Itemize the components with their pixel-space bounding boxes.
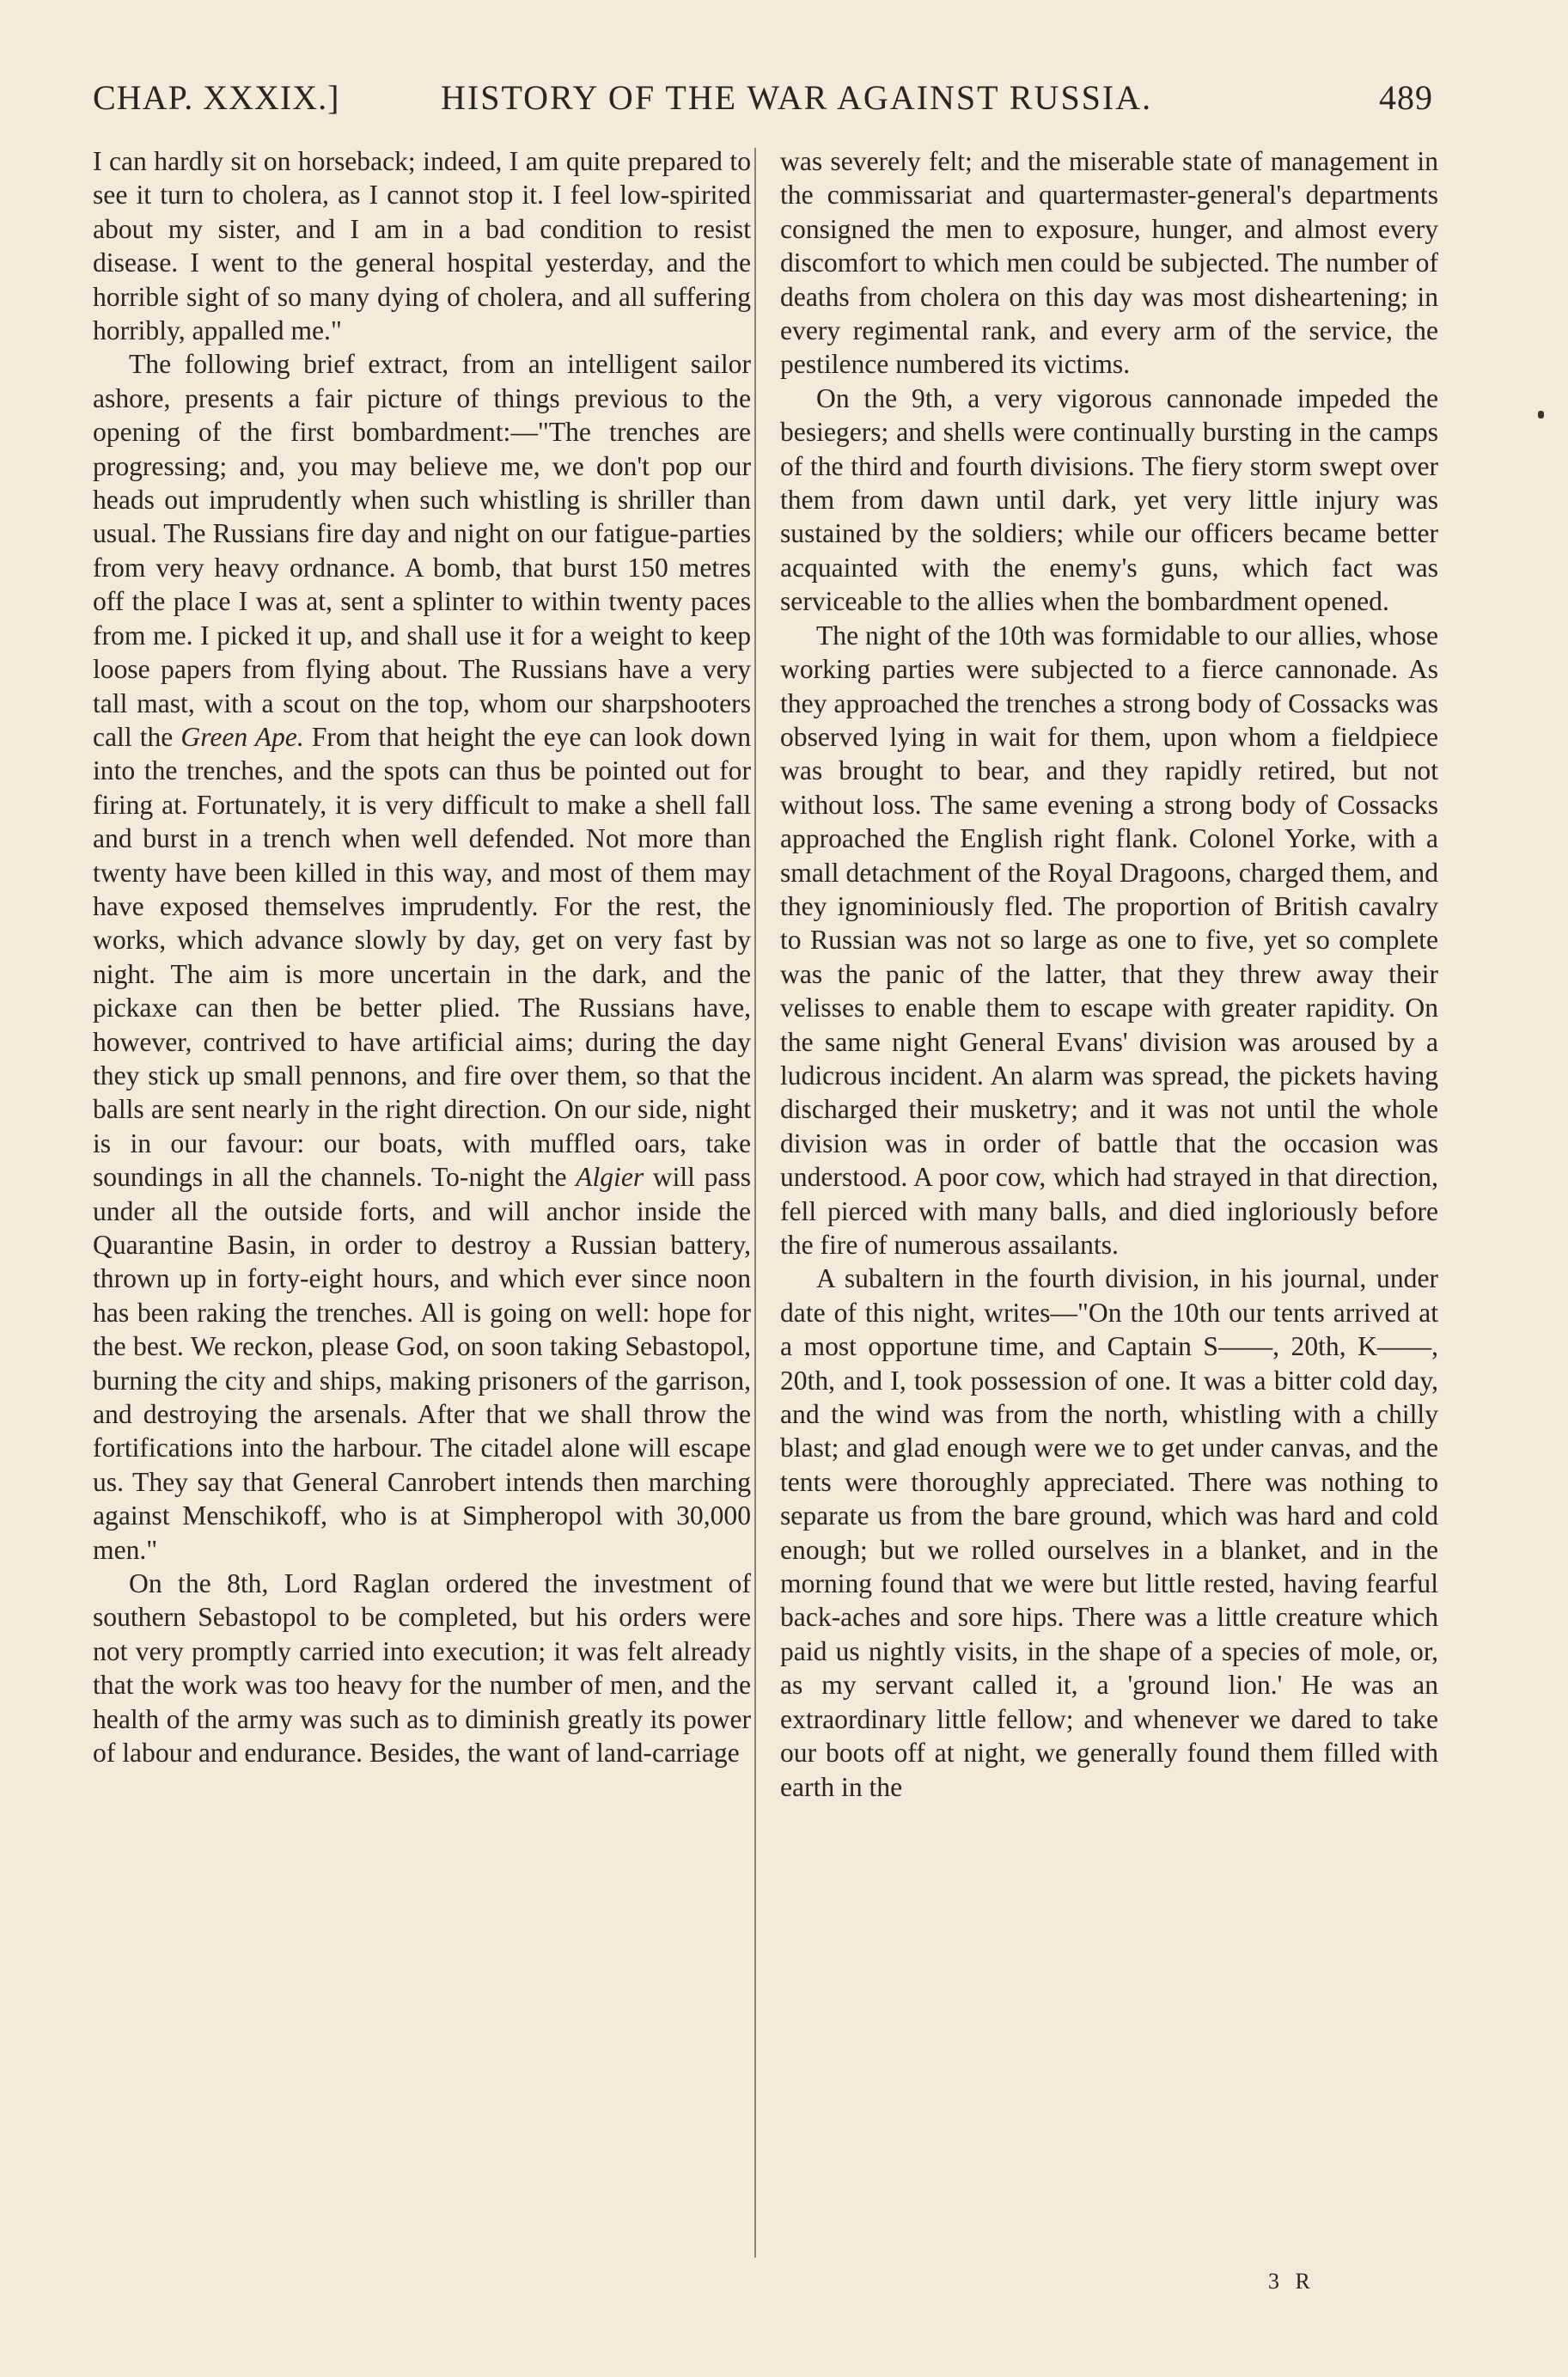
column-divider [754, 148, 756, 2258]
text-run: From that height the eye can look down into the trenches, and the spots can thus be pointed out for firing at. Fortunately, it is very difficult to make a shell fall and burst in a trench when well defended. Not more than twenty have been killed in this way, and most of them may have exposed themselves imprudently. For the rest, the works, which advance slowly by day, get on very fast by night. The aim is more uncertain in the dark, and the pickaxe can then be better plied. The Russians have, however, contrived to have artificial aims; during the day they stick up small pennons, and fire over them, so that the balls are sent nearly in the right direction. On our side, night is in our favour: our boats, with muffled oars, take soundings in all the channels. To-night the [93, 721, 751, 1193]
paragraph: was severely felt; and the miserable state of management in the commissariat and quartermaster-general's departments consigned the men to exposure, hunger, and almost every discomfort to which men could be subjected. The number of deaths from cholera on this day was most disheartening; in every regimental rank, and every arm of the service, the pestilence numbered its victims. [780, 146, 1438, 380]
paragraph: I can hardly sit on horseback; indeed, I am quite prepared to see it turn to cholera, as I cannot stop it. I feel low-spirited about my sister, and I am in a bad condition to resist disease. I went to the general hospital yesterday, and the horrible sight of so many dying of cholera, and all suffering horribly, appalled me." [93, 146, 751, 346]
running-header [93, 72, 1433, 124]
right-column [780, 144, 1438, 2258]
italic-green-ape: Green Ape. [180, 721, 304, 752]
text-run: The following brief extract, from an intelligent sailor ashore, presents a fair picture of things previous to the opening of the first bombardment:—"The trenches are progressing; and, you may believe me, we don't pop our heads out imprudently when such whistling is shriller than usual. The Russians fire day and night on our fatigue-parties from very heavy ordnance. A bomb, that burst 150 metres off the place I was at, sent a splinter to within twenty paces from me. I picked it up, and shall use it for a weight to keep loose papers from flying about. The Russians have a very tall mast, with a scout on the top, whom our sharpshooters call the [93, 349, 751, 752]
paragraph [93, 347, 751, 1567]
page-number: 489 [1379, 78, 1433, 117]
chapter-label: CHAP. XXXIX.] [93, 78, 340, 117]
margin-speck [1538, 411, 1544, 419]
paragraph: On the 9th, a very vigorous cannonade impeded the besiegers; and shells were continually bursting in the camps of the third and fourth divisions. The fiery storm swept over them from dawn until dark, yet very little injury was sustained by the soldiers; while our officers became better acquainted with the enemy's guns, which fact was serviceable to the allies when the bombardment opened. [780, 382, 1438, 617]
paragraph: A subaltern in the fourth division, in his journal, under date of this night, writes—"On the 10th our tents arrived at a most opportune time, and Captain S——, 20th, K——, 20th, and I, took possession of one. It was a bitter cold day, and the wind was from the north, whistling with a chilly blast; and glad enough were we to get under canvas, and the tents were thoroughly appreciated. There was nothing to separate us from the bare ground, which was hard and cold enough; but we rolled ourselves in a blanket, and in the morning found that we were but little rested, having fearful back-aches and sore hips. There was a little creature which paid us nightly visits, in the shape of a species of mole, or, as my servant called it, a 'ground lion.' He was an extraordinary little fellow; and whenever we dared to take our boots off at night, we generally found them filled with earth in the [780, 1263, 1438, 1802]
italic-ship-name: Algier [576, 1162, 644, 1193]
text-run: will pass under all the outside forts, and will anchor inside the Quarantine Basin, in order to destroy a Russian battery, thrown up in forty-eight hours, and which ever since noon has been raking the trenches. All is going on well: hope for the best. We reckon, please God, on soon taking Sebastopol, burning the city and ships, making prisoners of the garrison, and destroying the arsenals. After that we shall throw the fortifications into the harbour. The citadel alone will escape us. They say that General Canrobert intends then marching against Menschikoff, who is at Simpheropol with 30,000 men." [93, 1162, 751, 1565]
paragraph: On the 8th, Lord Raglan ordered the investment of southern Sebastopol to be completed, but his orders were not very promptly carried into execution; it was felt already that the work was too heavy for the number of men, and the health of the army was such as to diminish greatly its power of labour and endurance. Besides, the want of land-carriage [93, 1568, 751, 1769]
printer-signature: 3 R [1268, 2269, 1315, 2294]
left-column [93, 144, 751, 2258]
running-title: HISTORY OF THE WAR AGAINST RUSSIA. [441, 78, 1153, 117]
paragraph: The night of the 10th was formidable to our allies, whose working parties were subjected to a fierce cannonade. As they approached the trenches a strong body of Cossacks was observed lying in wait for them, upon whom a fieldpiece was brought to bear, and they rapidly retired, but not without loss. The same evening a strong body of Cossacks approached the English right flank. Colonel Yorke, with a small detachment of the Royal Dragoons, charged them, and they ignominiously fled. The proportion of British cavalry to Russian was not so large as one to five, yet so complete was the panic of the latter, that they threw away their velisses to enable them to escape with greater rapidity. On the same night General Evans' division was aroused by a ludicrous incident. An alarm was spread, the pickets having discharged their musketry; and it was not until the whole division was in order of battle that the occasion was understood. A poor cow, which had strayed in that direction, fell pierced with many balls, and died ingloriously before the fire of numerous assailants. [780, 620, 1438, 1260]
